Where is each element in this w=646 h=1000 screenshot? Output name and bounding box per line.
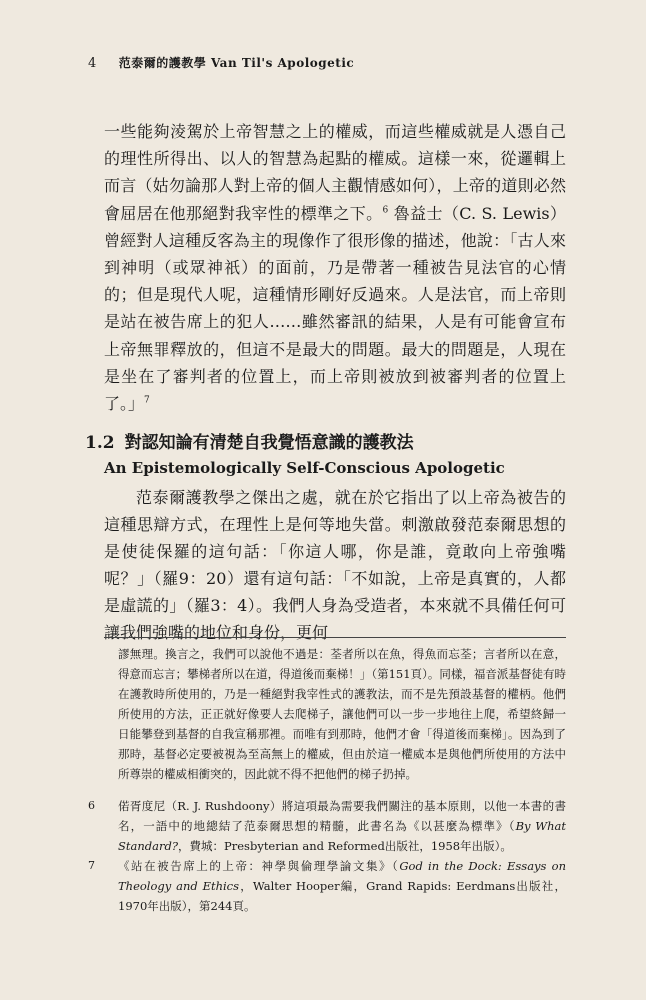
- footnote-continuation: 謬無理。換言之，我們可以說他不過是：荃者所以在魚，得魚而忘荃；言者所以在意，得意而忘言；攀梯者所以在道，得道後而棄梯！」（第151頁）。同樣，福音派基督徒有時在護教時所使用的，乃是一種絕對我宰性式的護教法，而不是先預設基督的權柄。他們所使用的方法，正正就好像要人去爬梯子，讓他們可以一步一步地往上爬，希望終歸一日能攀登到基督的自我宣稱那裡。而唯有到那時，他們才會「得道後而棄梯」。因為到了那時，基督必定要被視為至高無上的權威，但由於這一權威本是與他們所使用的方法中所尊崇的權威相衝突的，因此就不得不把他們的梯子扔掉。: [118, 647, 566, 781]
- paragraph-1-text-b: 魯益士（C. S. Lewis）曾經對人這種反客為主的現像作了很形像的描述，他說：「古人來到神明（或眾神祇）的面前，乃是帶著一種被告見法官的心情的；但是現代人呢，這種情形剛好反過來。人是法官，而上帝則是站在被告席上的犯人……雖然審訊的結果，人是有可能會宣布上帝無罪釋放的，但這不是最大的問題。最大的問題是，人現在是坐在了審判者的位置上，而上帝則被放到被審判者的位置上了。」: [104, 203, 566, 414]
- running-title: 范泰爾的護教學 Van Til's Apologetic: [118, 56, 355, 70]
- section-title-zh: 對認知論有清楚自我覺悟意識的護教法: [124, 433, 414, 453]
- section-title-en: An Epistemologically Self-Conscious Apologetic: [104, 459, 505, 477]
- footnote-divider: [104, 637, 566, 638]
- paragraph-2: 范泰爾護教學之傑出之處，就在於它指出了以上帝為被告的這種思辯方式，在理性上是何等地失當。刺激啟發范泰爾思想的是使徒保羅的這句話：「你這人哪，你是誰，竟敢向上帝強嘴呢？」（羅9：20）還有這句話：「不如說，上帝是真實的，人都是虛謊的」（羅3：4）。我們人身為受造者，本來就不具備任何可讓我們強嘴的地位和身份，更何: [104, 488, 566, 642]
- section-number: 1.2: [85, 433, 115, 453]
- page-number: 4: [88, 56, 97, 71]
- footnote-6-number: 6: [88, 799, 95, 812]
- footnote-7-text-b: ，Walter Hooper編，Grand Rapids: Eerdmans出版社，1970年出版），第244頁。: [118, 879, 566, 913]
- running-head: [88, 54, 354, 71]
- footnote-7-book-title: God in the Dock: Essays on Theology and Ethics: [118, 859, 566, 893]
- footnote-ref-6: 6: [382, 205, 389, 216]
- footnote-ref-7: 7: [144, 395, 150, 406]
- footnote-7: [88, 856, 566, 916]
- footnote-6-text-a: 偌胥度尼（R. J. Rushdoony）將這項最為需要我們關注的基本原則，以他一本書的書名，一語中的地總結了范泰爾思想的精髓，此書名為《以甚麼為標準》（: [118, 799, 566, 833]
- footnote-6-text-b: ，費城：Presbyterian and Reformed出版社，1958年出版）。: [178, 839, 512, 853]
- footnote-7-number: 7: [88, 859, 95, 872]
- paragraph-1-text-a: 一些能夠淩駕於上帝智慧之上的權威，而這些權威就是人憑自己的理性所得出、以人的智慧為起點的權威。這樣一來，從邏輯上而言（姑勿論那人對上帝的個人主觀情感如何），上帝的道則必然會屈居在他那絕對我宰性的標準之下。: [104, 122, 566, 223]
- footnote-6: [88, 796, 566, 856]
- paragraph-1: [104, 118, 566, 417]
- footnote-7-text-a: 《站在被告席上的上帝：神學與倫理學論文集》（: [118, 859, 400, 873]
- section-heading: [85, 428, 505, 477]
- footnote-6-book-title: By What Standard?: [118, 819, 567, 853]
